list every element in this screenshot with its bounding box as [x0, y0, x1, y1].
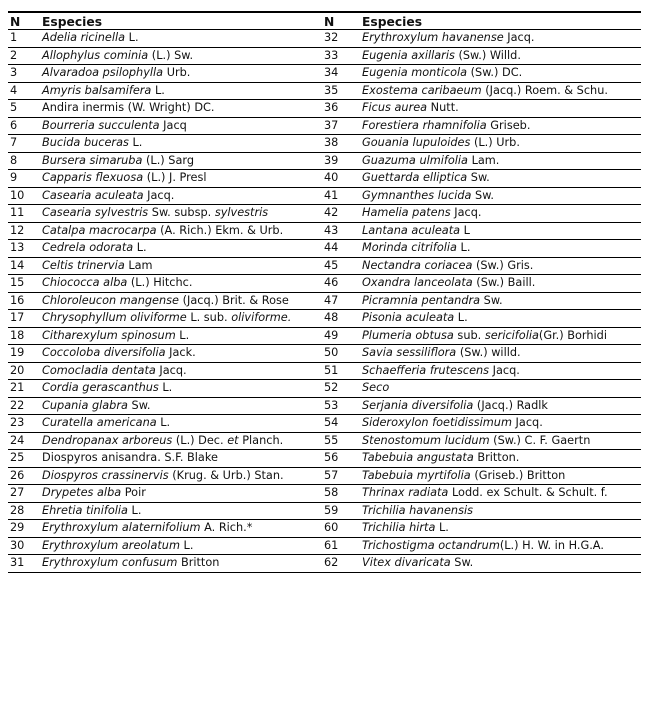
row-number: 34	[322, 65, 360, 83]
row-number: 8	[8, 152, 40, 170]
row-number: 3	[8, 65, 40, 83]
species-author: L.	[156, 416, 171, 429]
species-author: L	[460, 223, 470, 237]
species-name	[360, 135, 641, 153]
table-row	[8, 467, 641, 485]
species-author: (Griseb.) Britton	[470, 468, 566, 482]
species-name	[360, 205, 641, 223]
table-row	[8, 380, 641, 398]
species-author: Urb.	[163, 66, 191, 79]
species-author: Lam	[124, 258, 153, 272]
row-number: 10	[8, 187, 40, 205]
row-number: 48	[322, 310, 360, 328]
species-name	[360, 187, 641, 205]
species-name	[360, 100, 641, 118]
species-name	[40, 502, 322, 520]
species-name	[360, 240, 641, 258]
species-author: (Sw.) Willd.	[454, 48, 521, 62]
species-binomial: Trichilia hirta	[362, 521, 436, 534]
species-binomial: Ficus aurea	[362, 101, 428, 114]
row-number: 60	[322, 520, 360, 538]
species-binomial: Lantana aculeata	[362, 223, 461, 237]
species-binomial: Pisonia aculeata	[362, 311, 455, 324]
species-name	[40, 222, 322, 240]
species-name	[40, 275, 322, 293]
species-binomial: Adelia ricinella	[42, 31, 126, 44]
species-author: (L.) J. Presl	[143, 171, 207, 184]
species-name	[360, 275, 641, 293]
header-n: N	[8, 12, 40, 30]
row-number: 30	[8, 537, 40, 555]
species-name	[40, 187, 322, 205]
table-row	[8, 135, 641, 153]
species-author: Jacq.	[489, 363, 520, 377]
species-author: Sw. subsp.	[148, 206, 215, 219]
table-row	[8, 205, 641, 223]
species-author: Poir	[121, 486, 146, 499]
species-name	[360, 450, 641, 468]
species-author: Jacq.	[143, 188, 175, 202]
species-name	[360, 397, 641, 415]
species-author: Sw.	[450, 556, 474, 569]
species-binomial: Allophylus cominia	[42, 48, 149, 62]
species-binomial: Cordia gerascanthus	[42, 381, 159, 394]
species-binomial: Dendropanax arboreus	[42, 433, 173, 447]
species-binomial: Savia sessiliflora	[362, 346, 457, 359]
species-binomial: Gymnanthes lucida	[362, 188, 472, 202]
species-binomial: Eugenia monticola	[362, 66, 468, 79]
species-binomial: Serjania diversifolia	[362, 398, 474, 412]
species-author: (Sw.) Baill.	[472, 276, 536, 289]
species-binomial: Schaefferia frutescens	[362, 363, 490, 377]
table-row	[8, 82, 641, 100]
species-binomial: Thrinax radiata	[362, 486, 449, 499]
species-author: Sw.	[471, 188, 495, 202]
species-name	[40, 520, 322, 538]
species-binomial: Erythroxylum confusum	[42, 556, 178, 569]
species-author: L.	[133, 241, 147, 254]
species-binomial: Cedrela odorata	[42, 241, 134, 254]
row-number: 51	[322, 362, 360, 380]
species-binomial: Forestiera rhamnifolia	[362, 118, 487, 132]
table-row	[8, 415, 641, 433]
species-binomial: Bourreria succulenta	[42, 118, 160, 132]
species-author: (L.) Hitchc.	[127, 276, 193, 289]
species-name	[360, 520, 641, 538]
species-binomial: Sideroxylon foetidissimum	[362, 416, 512, 429]
species-name	[40, 537, 322, 555]
species-name	[40, 415, 322, 433]
table-row	[8, 65, 641, 83]
species-author: (L.) Urb.	[470, 136, 520, 149]
species-name	[40, 47, 322, 65]
species-author: (L.) Sarg	[142, 153, 194, 167]
header-row	[8, 12, 641, 30]
species-name	[40, 205, 322, 223]
row-number: 40	[322, 170, 360, 188]
species-name	[40, 485, 322, 503]
table-row	[8, 310, 641, 328]
species-author: Griseb.	[486, 118, 531, 132]
species-name	[360, 415, 641, 433]
header-species: Especies	[40, 12, 322, 30]
table-row	[8, 117, 641, 135]
species-binomial: Alvaradoa psilophylla	[42, 66, 164, 79]
row-number: 36	[322, 100, 360, 118]
row-number: 53	[322, 397, 360, 415]
species-binomial: Chloroleucon mangense	[42, 293, 179, 307]
species-name	[360, 117, 641, 135]
species-binomial: Drypetes alba	[42, 486, 122, 499]
species-name	[40, 432, 322, 450]
table-row	[8, 502, 641, 520]
row-number: 26	[8, 467, 40, 485]
row-number: 13	[8, 240, 40, 258]
header-species-2: Especies	[360, 12, 641, 30]
row-number: 44	[322, 240, 360, 258]
species-binomial: Bursera simaruba	[42, 153, 143, 167]
species-author: (Sw.) Gris.	[472, 258, 534, 272]
table-row	[8, 257, 641, 275]
species-name	[360, 310, 641, 328]
species-binomial: Erythroxylum areolatum	[42, 538, 180, 552]
row-number: 22	[8, 397, 40, 415]
species-binomial: Stenostomum lucidum	[362, 433, 490, 447]
species-name	[360, 555, 641, 573]
row-number: 56	[322, 450, 360, 468]
row-number: 21	[8, 380, 40, 398]
species-author: L.	[128, 136, 143, 149]
species-author: (Gr.) Borhidi	[538, 328, 607, 342]
row-number: 11	[8, 205, 40, 223]
table-row	[8, 240, 641, 258]
row-number: 54	[322, 415, 360, 433]
table-row	[8, 345, 641, 363]
species-name	[40, 327, 322, 345]
row-number: 38	[322, 135, 360, 153]
species-author: Diospyros anisandra. S.F. Blake	[42, 451, 218, 464]
row-number: 33	[322, 47, 360, 65]
row-number: 61	[322, 537, 360, 555]
species-name	[40, 345, 322, 363]
species-author: (L.) H. W. in H.G.A.	[499, 538, 604, 552]
species-author: Jacq	[159, 118, 187, 132]
species-binomial: Cupania glabra	[42, 398, 128, 412]
species-binomial: Comocladia dentata	[42, 363, 156, 377]
species-name	[40, 170, 322, 188]
row-number: 41	[322, 187, 360, 205]
species-binomial: Hamelia patens	[362, 206, 451, 219]
species-name	[40, 152, 322, 170]
species-name	[40, 240, 322, 258]
species-name	[360, 345, 641, 363]
species-binomial: Curatella americana	[42, 416, 157, 429]
species-author: Sw.	[127, 398, 151, 412]
row-number: 24	[8, 432, 40, 450]
species-name	[40, 397, 322, 415]
row-number: 45	[322, 257, 360, 275]
row-number: 12	[8, 222, 40, 240]
row-number: 43	[322, 222, 360, 240]
table-row	[8, 152, 641, 170]
species-binomial: Chiococca alba	[42, 276, 128, 289]
table-row	[8, 47, 641, 65]
species-binomial: sylvestris	[214, 206, 269, 219]
row-number: 18	[8, 327, 40, 345]
species-author: (Sw.) willd.	[456, 346, 521, 359]
species-binomial: Morinda citrifolia	[362, 241, 457, 254]
species-binomial: Ehretia tinifolia	[42, 503, 128, 517]
row-number: 49	[322, 327, 360, 345]
species-binomial: Picramnia pentandra	[362, 293, 481, 307]
row-number: 2	[8, 47, 40, 65]
species-author: (A. Rich.) Ekm. & Urb.	[156, 223, 284, 237]
species-name	[360, 327, 641, 345]
table-body	[8, 30, 641, 573]
row-number: 59	[322, 502, 360, 520]
row-number: 6	[8, 117, 40, 135]
species-author: (Jacq.) Brit. & Rose	[178, 293, 289, 307]
table-row	[8, 362, 641, 380]
species-author: (Krug. & Urb.) Stan.	[168, 468, 284, 482]
species-name	[40, 65, 322, 83]
row-number: 7	[8, 135, 40, 153]
species-author: (Jacq.) Roem. & Schu.	[481, 83, 608, 97]
species-author: Jacq.	[155, 363, 187, 377]
species-binomial: Chrysophyllum oliviforme	[42, 311, 187, 324]
species-author: L. sub.	[186, 311, 232, 324]
table-row	[8, 187, 641, 205]
species-binomial: Coccoloba diversifolia	[42, 346, 166, 359]
species-binomial: Celtis trinervia	[42, 258, 125, 272]
species-author: L.	[179, 538, 194, 552]
species-binomial: et	[227, 433, 239, 447]
species-author: Jack.	[165, 346, 196, 359]
species-binomial: Diospyros crassinervis	[42, 468, 169, 482]
row-number: 4	[8, 82, 40, 100]
row-number: 19	[8, 345, 40, 363]
species-name	[360, 152, 641, 170]
table-row	[8, 432, 641, 450]
species-binomial: sericifolia	[484, 328, 539, 342]
species-name	[40, 135, 322, 153]
table-row	[8, 555, 641, 573]
species-binomial: Casearia sylvestris	[42, 206, 149, 219]
row-number: 17	[8, 310, 40, 328]
species-author: (Sw.) C. F. Gaertn	[489, 433, 591, 447]
species-binomial: Citharexylum spinosum	[42, 328, 176, 342]
table-row	[8, 485, 641, 503]
species-binomial: Erythroxylum alaternifolium	[42, 521, 201, 534]
species-author: Nutt.	[427, 101, 459, 114]
species-author: A. Rich.*	[200, 521, 253, 534]
species-author: Jacq.	[503, 31, 535, 44]
species-name	[40, 100, 322, 118]
row-number: 55	[322, 432, 360, 450]
species-name	[360, 537, 641, 555]
species-binomial: Seco	[362, 381, 390, 394]
table-row	[8, 537, 641, 555]
species-name	[40, 450, 322, 468]
species-author: L.	[175, 328, 190, 342]
row-number: 57	[322, 467, 360, 485]
table-row	[8, 222, 641, 240]
species-name	[40, 82, 322, 100]
species-binomial: Bucida buceras	[42, 136, 129, 149]
row-number: 52	[322, 380, 360, 398]
row-number: 32	[322, 30, 360, 48]
species-name	[40, 380, 322, 398]
table-row	[8, 397, 641, 415]
species-author: Sw.	[467, 171, 490, 184]
species-binomial: Capparis flexuosa	[42, 171, 144, 184]
row-number: 29	[8, 520, 40, 538]
species-name	[40, 257, 322, 275]
species-author: Lam.	[467, 153, 500, 167]
table-row	[8, 170, 641, 188]
species-author: Britton.	[473, 451, 520, 464]
species-name	[360, 502, 641, 520]
species-author: (Sw.) DC.	[467, 66, 523, 79]
species-binomial: Tabebuia myrtifolia	[362, 468, 471, 482]
species-author: Sw.	[480, 293, 503, 307]
table-row	[8, 30, 641, 48]
row-number: 42	[322, 205, 360, 223]
table-row	[8, 275, 641, 293]
row-number: 15	[8, 275, 40, 293]
species-author: L.	[158, 381, 173, 394]
species-name	[40, 467, 322, 485]
species-binomial: Nectandra coriacea	[362, 258, 473, 272]
species-author: Lodd. ex Schult. & Schult. f.	[448, 486, 608, 499]
species-name	[360, 362, 641, 380]
species-name	[40, 555, 322, 573]
species-binomial: Eugenia axillaris	[362, 48, 455, 62]
row-number: 37	[322, 117, 360, 135]
species-author: L.	[456, 241, 471, 254]
species-author: L.	[454, 311, 468, 324]
species-author: L.	[127, 503, 142, 517]
row-number: 31	[8, 555, 40, 573]
row-number: 62	[322, 555, 360, 573]
species-name	[360, 82, 641, 100]
species-name	[40, 30, 322, 48]
species-name	[360, 380, 641, 398]
row-number: 23	[8, 415, 40, 433]
table-row	[8, 292, 641, 310]
row-number: 39	[322, 152, 360, 170]
species-author: L.	[151, 83, 165, 97]
table-row	[8, 450, 641, 468]
row-number: 35	[322, 82, 360, 100]
species-binomial: Guazuma ulmifolia	[362, 153, 468, 167]
species-author: L.	[435, 521, 449, 534]
species-name	[360, 65, 641, 83]
row-number: 46	[322, 275, 360, 293]
species-author: (L.) Sw.	[148, 48, 194, 62]
species-binomial: Trichostigma octandrum	[362, 538, 500, 552]
species-binomial: Erythroxylum havanense	[362, 31, 504, 44]
species-name	[360, 30, 641, 48]
table-row	[8, 327, 641, 345]
species-author: sub.	[453, 328, 485, 342]
species-name	[40, 117, 322, 135]
row-number: 1	[8, 30, 40, 48]
species-author: Planch.	[238, 433, 284, 447]
species-name	[40, 310, 322, 328]
species-binomial: Casearia aculeata	[42, 188, 144, 202]
species-binomial: Catalpa macrocarpa	[42, 223, 157, 237]
species-binomial: Exostema caribaeum	[362, 83, 482, 97]
species-name	[360, 170, 641, 188]
species-name	[360, 222, 641, 240]
species-name	[360, 432, 641, 450]
row-number: 5	[8, 100, 40, 118]
species-author: (Jacq.) Radlk	[473, 398, 548, 412]
species-binomial: Amyris balsamifera	[42, 83, 152, 97]
species-name	[360, 292, 641, 310]
species-author: Jacq.	[511, 416, 543, 429]
row-number: 28	[8, 502, 40, 520]
row-number: 9	[8, 170, 40, 188]
species-binomial: Plumeria obtusa	[362, 328, 454, 342]
species-table	[8, 11, 641, 573]
species-name	[360, 467, 641, 485]
species-author: L.	[125, 31, 139, 44]
species-author: Britton	[177, 556, 220, 569]
row-number: 27	[8, 485, 40, 503]
header-n-2: N	[322, 12, 360, 30]
species-name	[40, 292, 322, 310]
species-binomial: Trichilia havanensis	[362, 503, 473, 517]
species-binomial: Oxandra lanceolata	[362, 276, 473, 289]
row-number: 50	[322, 345, 360, 363]
row-number: 20	[8, 362, 40, 380]
species-binomial: Gouania lupuloides	[362, 136, 471, 149]
row-number: 58	[322, 485, 360, 503]
species-binomial: Tabebuia angustata	[362, 451, 474, 464]
table-row	[8, 100, 641, 118]
species-binomial: Guettarda elliptica	[362, 171, 468, 184]
species-binomial: oliviforme.	[231, 311, 292, 324]
row-number: 25	[8, 450, 40, 468]
species-name	[360, 47, 641, 65]
species-name	[360, 485, 641, 503]
species-author: Jacq.	[450, 206, 482, 219]
species-author: (L.) Dec.	[172, 433, 228, 447]
row-number: 14	[8, 257, 40, 275]
species-name	[40, 362, 322, 380]
table-row	[8, 520, 641, 538]
species-name	[360, 257, 641, 275]
species-author: Andira inermis (W. Wright) DC.	[42, 101, 215, 114]
row-number: 16	[8, 292, 40, 310]
species-binomial: Vitex divaricata	[362, 556, 451, 569]
row-number: 47	[322, 292, 360, 310]
